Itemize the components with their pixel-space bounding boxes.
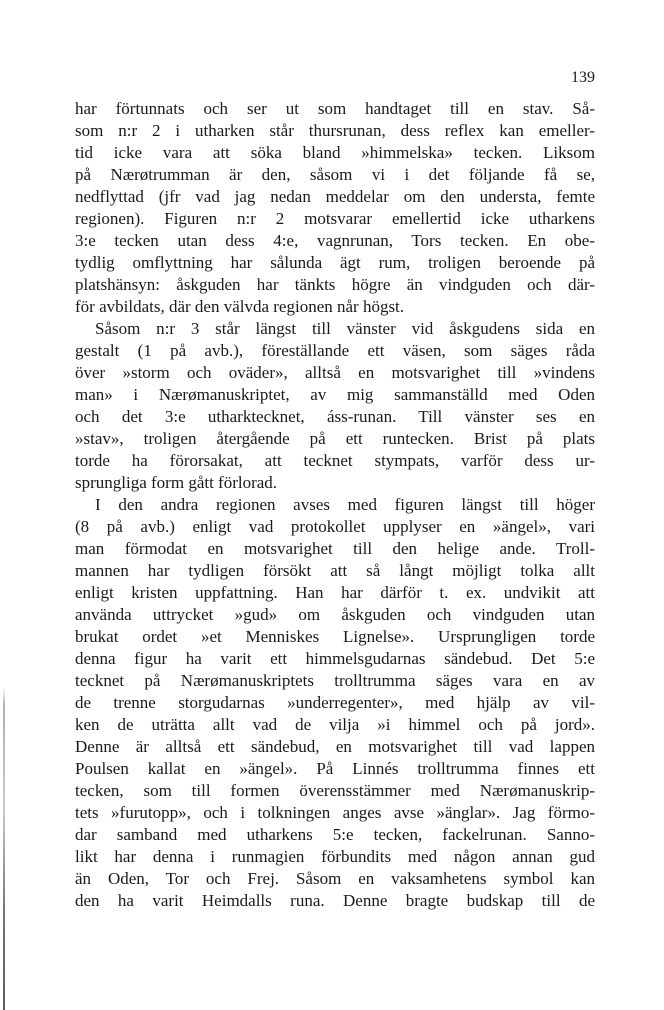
text-line: denna figur ha varit ett himmelsgudarnas sändebud. Det 5:e: [75, 649, 595, 668]
text-line: I den andra regionen avses med figuren längst till höger: [95, 495, 595, 514]
text-line: regionen). Figuren n:r 2 motsvarar emellertid icke utharkens: [75, 209, 595, 228]
text-line: platshänsyn: åskguden har tänkts högre än vindguden och där-: [75, 275, 595, 294]
text-line: likt har denna i runmagien förbundits med någon annan gud: [75, 847, 595, 866]
text-line: sprungliga form gått förlorad.: [75, 473, 278, 492]
text-line: dar samband med utharkens 5:e tecken, fackelrunan. Sanno-: [75, 825, 595, 844]
text-line: än Oden, Tor och Frej. Såsom en vaksamhetens symbol kan: [75, 869, 595, 888]
text-line: »stav», troligen återgående på ett runtecken. Brist på plats: [75, 429, 595, 448]
text-line: enligt kristen uppfattning. Han har därför t. ex. undvikit att: [75, 583, 595, 602]
text-line: brukat ordet »et Menniskes Lignelse». Ursprungligen torde: [75, 627, 595, 646]
text-line: för avbildats, där den välvda regionen når högst.: [75, 297, 405, 316]
body-text: [75, 98, 595, 912]
text-line: Denne är alltså ett sändebud, en motsvarighet till vad lappen: [75, 737, 595, 756]
text-line: och det 3:e utharktecknet, áss-runan. Till vänster ses en: [75, 407, 595, 426]
text-line: den ha varit Heimdalls runa. Denne bragte budskap till de: [75, 891, 595, 910]
text-line: man förmodat en motsvarighet till den helige ande. Troll-: [75, 539, 595, 558]
text-line: man» i Nærømanuskriptet, av mig sammanställd med Oden: [75, 385, 595, 404]
text-line: över »storm och oväder», alltså en motsvarighet till »vindens: [75, 363, 595, 382]
text-line: (8 på avb.) enligt vad protokollet upplyser en »ängel», vari: [75, 517, 595, 536]
text-line: har förtunnats och ser ut som handtaget till en stav. Så-: [75, 99, 595, 118]
text-line: tecken, som till formen överensstämmer med Nærømanuskrip-: [75, 781, 595, 800]
text-line: tid icke vara att söka bland »himmelska» tecken. Liksom: [75, 143, 595, 162]
text-line: de trenne storgudarnas »underregenter», med hjälp av vil-: [75, 693, 595, 712]
text-line: använda uttrycket »gud» om åskguden och vindguden utan: [75, 605, 595, 624]
text-line: 3:e tecken utan dess 4:e, vagnrunan, Tors tecken. En obe-: [75, 231, 595, 250]
text-line: tecknet på Nærømanuskriptets trolltrumma säges vara en av: [75, 671, 595, 690]
text-line: mannen har tydligen försökt att så långt möjligt tolka allt: [75, 561, 595, 580]
text-line: torde ha förorsakat, att tecknet stympats, varför dess ur-: [75, 451, 595, 470]
page-number: 139: [571, 69, 595, 86]
text-line: på Nærøtrumman är den, såsom vi i det följande få se,: [75, 165, 595, 184]
text-line: tets »furutopp», och i tolkningen anges avse »änglar». Jag förmo-: [75, 803, 595, 822]
text-line: Såsom n:r 3 står längst till vänster vid åskgudens sida en: [95, 319, 595, 338]
text-line: nedflyttad (jfr vad jag nedan meddelar om den understa, femte: [75, 187, 595, 206]
text-line: gestalt (1 på avb.), föreställande ett väsen, som säges råda: [75, 341, 595, 360]
text-line: tydlig omflyttning har sålunda ägt rum, troligen beroende på: [75, 253, 595, 272]
text-line: ken de uträtta allt vad de vilja »i himmel och på jord».: [75, 715, 595, 734]
text-line: Poulsen kallat en »ängel». På Linnés trolltrumma finnes ett: [75, 759, 595, 778]
text-line: som n:r 2 i utharken står thursrunan, dess reflex kan emeller-: [75, 121, 595, 140]
page-binding-edge: [3, 0, 5, 1010]
